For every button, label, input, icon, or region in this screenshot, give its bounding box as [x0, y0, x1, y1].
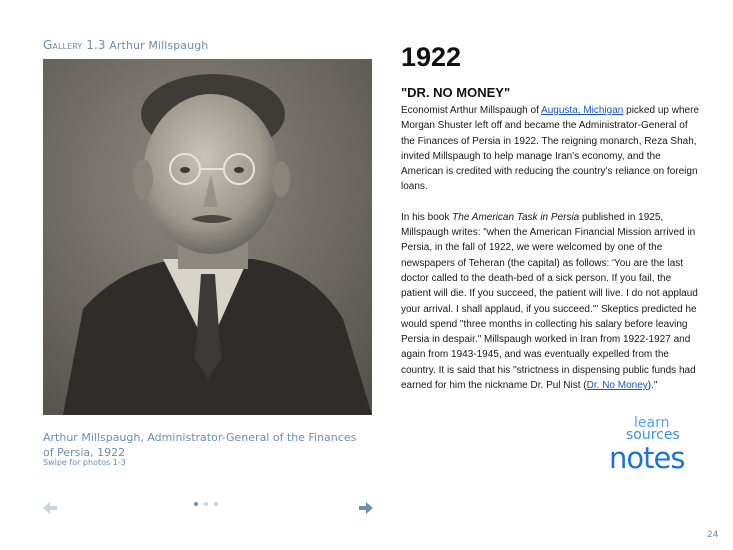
portrait-image	[43, 59, 372, 415]
p2-text-before: In his book	[401, 211, 453, 223]
photo-caption: Arthur Millspaugh, Administrator-General of the Finances of Persia, 1922	[43, 431, 357, 459]
p2-text-end: )."	[647, 380, 658, 392]
dr-no-money-link[interactable]: Dr. No Money	[586, 380, 648, 392]
prev-arrow-icon[interactable]	[43, 499, 57, 518]
logo-sources: sources	[626, 427, 680, 443]
pagination-dots[interactable]	[194, 502, 218, 506]
pagination-dot[interactable]	[214, 502, 218, 506]
p1-text-after: picked up where Morgan Shuster left off and became the Administrator-General of the Finances of Persia in 1922. The reigning monarch, Reza Shah, invited Millspaugh to help manage Iran's economy, and the American is credited with reducing the country's reliance on foreign loans.	[401, 105, 699, 193]
gallery-title: Arthur Millspaugh	[109, 39, 209, 52]
logo-learn: learn	[634, 415, 670, 431]
pagination-dot[interactable]	[194, 502, 198, 506]
portrait-photo[interactable]	[43, 59, 372, 415]
pagination-dot[interactable]	[204, 502, 208, 506]
p1-text-before: Economist Arthur Millspaugh of	[401, 105, 542, 116]
article-year: 1922	[401, 42, 462, 72]
paragraph-2	[401, 210, 701, 394]
gallery-header	[43, 38, 208, 52]
logo-notes: notes	[609, 441, 685, 475]
book-title: The American Task in Persia	[452, 211, 580, 223]
article-body	[401, 103, 701, 393]
p2-text-after: published in 1925, Millspaugh writes: "when the American Financial Mission arrived in Persia, in the fall of 1922, we were welcomed by one of the newspapers of Teheran (the capital) as follows: 'You are the last doctor called to the death-bed of a sick person. If you fail, the patient will die. If you succeed, the patient will live. I do not applaud your arrival. I shall applaud, if you succeed.'" Skeptics predicted he would spend "three months in collecting his salary before leaving Persia in despair." Millspaugh worked in Iran from 1922-1927 and again from 1943-1945, and was eventually expelled from the country. It is said that his "strictness in dispensing public funds had earned for him the nickname Dr. Pul Nist (	[401, 211, 698, 392]
augusta-michigan-link[interactable]: Augusta, Michigan	[541, 105, 624, 116]
paragraph-1	[401, 103, 701, 195]
gallery-label: Gallery 1.3	[43, 38, 106, 52]
next-arrow-icon[interactable]	[359, 499, 373, 518]
page-number: 24	[707, 530, 719, 540]
article-subtitle: "DR. NO MONEY"	[401, 85, 511, 100]
swipe-hint: Swipe for photos 1-3	[43, 458, 126, 467]
